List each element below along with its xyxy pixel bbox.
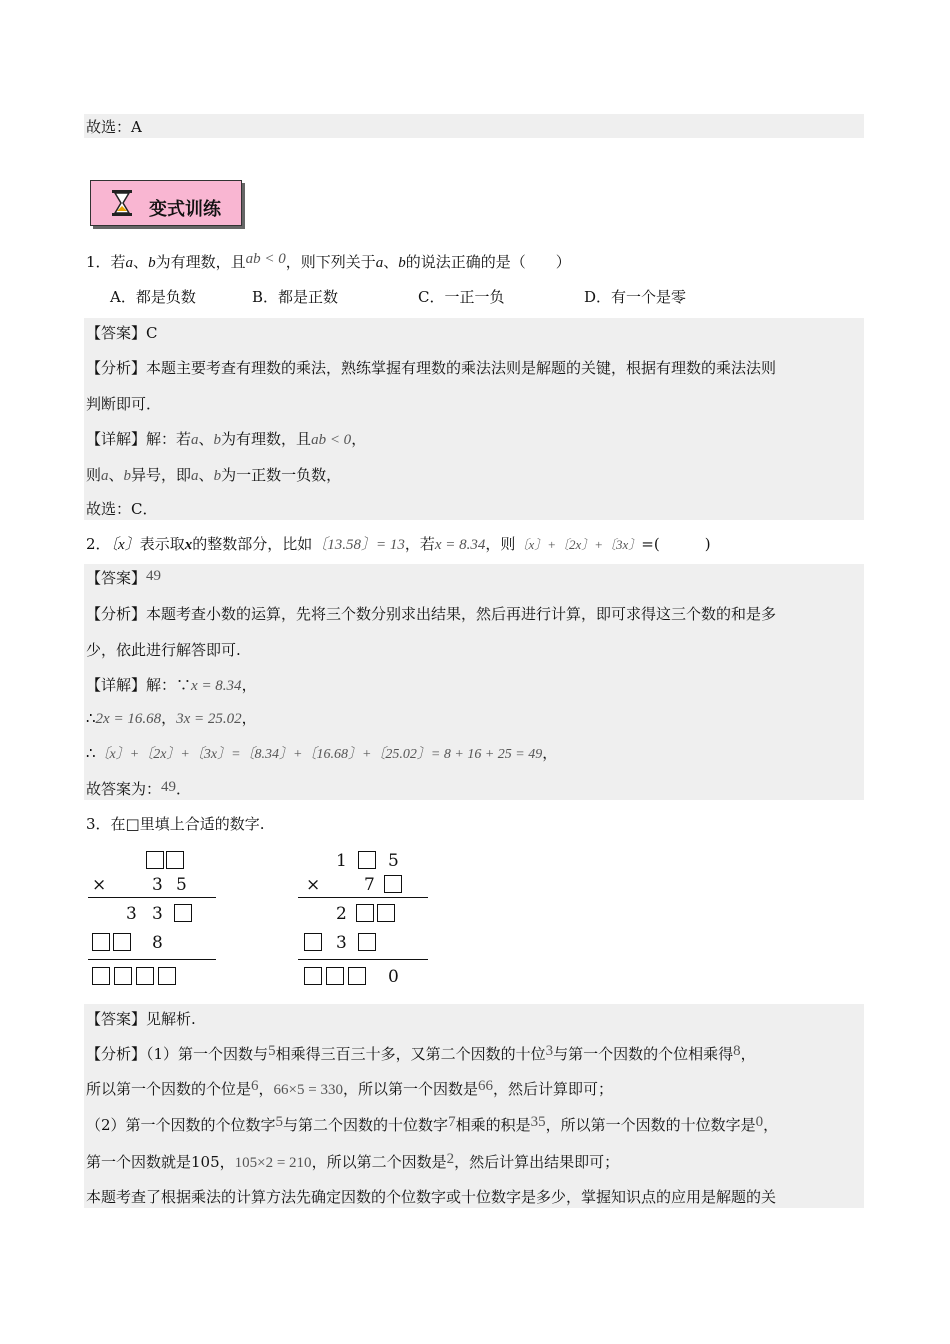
vm1-row1 [146,850,184,872]
blank-box[interactable] [358,933,376,951]
vm1-row4-boxes [92,932,131,954]
vm2-rule-1 [298,897,428,898]
q3-analysis-4: 第一个因数就是105，105×2 = 210，所以第二个因数是2，然后计算出结果即可； [86,1151,620,1171]
q1-detail: 【详解】解：若a、b为有理数，且ab < 0， [86,430,367,448]
vm2-row4-box-a [304,932,322,954]
q1-analysis-2: 判断即可． [86,395,162,413]
shade-q1-solution [84,318,864,520]
vm2-row1-box [358,850,376,872]
vm2-digit: 3 [336,933,347,953]
q3-analysis-1: 【分析】（1）第一个因数与5相乘得三百三十多，又第二个因数的十位3与第一个因数的个位相乘得8， [86,1043,756,1063]
vm2-rule-2 [298,959,428,960]
q2-detail-4: 故答案为：49． [86,779,192,798]
q2-detail-2: ∴2x = 16.68，3x = 25.02， [86,709,257,727]
vm1-digit: 3 [126,904,137,924]
vm1-row5-boxes [92,966,176,988]
hourglass-icon [111,189,133,217]
vm1-rule-1 [88,897,216,898]
blank-box[interactable] [384,875,402,893]
q1-detail-2: 则a、b异号，即a、b为一正数一负数， [86,466,342,484]
vm2-digit: 0 [388,967,399,987]
blank-box[interactable] [114,967,132,985]
blank-box[interactable] [358,851,376,869]
q1-analysis: 【分析】本题主要考查有理数的乘法，熟练掌握有理数的乘法法则是解题的关键，根据有理数的乘法法则 [86,359,777,377]
vm1-digit: 8 [152,933,163,953]
q3-stem: 3．在□里填上合适的数字. [86,815,265,833]
q1-detail-3: 故选：C． [86,500,158,518]
q1-option-d: D．有一个是零 [584,288,687,306]
q1-stem: 1．若a、b为有理数，且ab < 0，则下列关于a、b的说法正确的是（ ） [86,251,571,271]
shade-q3-solution [84,1004,864,1208]
q2-analysis-2: 少，依此进行解答即可. [86,641,241,659]
q2-analysis: 【分析】本题考查小数的运算，先将三个数分别求出结果，然后再进行计算，即可求得这三个数的和是多 [86,605,777,623]
q2-detail-3: ∴〔x〕+〔2x〕+〔3x〕=〔8.34〕+〔16.68〕+〔25.02〕= 8 + 16 + 25 = 49， [86,744,558,762]
vm2-digit: 7 [364,875,375,895]
q1-option-b: B．都是正数 [252,288,339,306]
section-banner [86,176,246,230]
blank-box[interactable] [146,851,164,869]
vm1-times: × [92,875,107,895]
vm2-row5-boxes [304,966,366,988]
vm2-digit: 1 [336,851,347,871]
blank-box[interactable] [348,967,366,985]
blank-box[interactable] [92,933,110,951]
vm1-digit: 3 [152,904,163,924]
vm1-digit: 3 [152,875,163,895]
blank-box[interactable] [304,967,322,985]
q2-stem: 2．〔x〕表示取x的整数部分，比如〔13.58〕= 13，若x = 8.34，则〔x〕+〔2x〕+〔3x〕=( ) [86,535,711,553]
vm1-row3-box [174,903,192,925]
shade-top [84,114,864,138]
q3-analysis-5: 本题考查了根据乘法的计算方法先确定因数的个位数字或十位数字是多少，掌握知识点的应用是解题的关 [86,1188,777,1206]
q2-detail: 【详解】解：∵x = 8.34， [86,676,257,694]
q3-analysis-2: 所以第一个因数的个位是6，66×5 = 330，所以第一个因数是66，然后计算即可； [86,1078,613,1098]
q3-answer: 【答案】见解析. [86,1010,196,1028]
blank-box[interactable] [92,967,110,985]
blank-box[interactable] [136,967,154,985]
vm2-row4-box-b [358,932,376,954]
vm1-digit: 5 [176,875,187,895]
q3-analysis-3: （2）第一个因数的个位数字5与第二个因数的十位数字7相乘的积是35，所以第一个因数的十位数字是0， [86,1114,779,1134]
blank-box[interactable] [158,967,176,985]
blank-box[interactable] [377,904,395,922]
vm2-row2-box [384,874,402,896]
blank-box[interactable] [304,933,322,951]
vm1-rule-2 [88,959,216,960]
q1-option-a: A．都是负数 [110,288,196,306]
vm2-digit: 5 [388,851,399,871]
q1-answer: 【答案】C [86,324,158,342]
vm2-row3-boxes [356,903,395,925]
blank-box[interactable] [174,904,192,922]
q1-option-c: C．一正一负 [418,288,505,306]
top-conclusion: 故选：A [86,118,142,136]
banner-label: 变式训练 [149,199,221,220]
banner-box [90,180,242,226]
blank-box[interactable] [356,904,374,922]
vm2-digit: 2 [336,904,347,924]
vm2-times: × [306,875,321,895]
blank-box[interactable] [326,967,344,985]
q2-answer: 【答案】49 [86,568,162,587]
blank-box[interactable] [113,933,131,951]
blank-box[interactable] [166,851,184,869]
